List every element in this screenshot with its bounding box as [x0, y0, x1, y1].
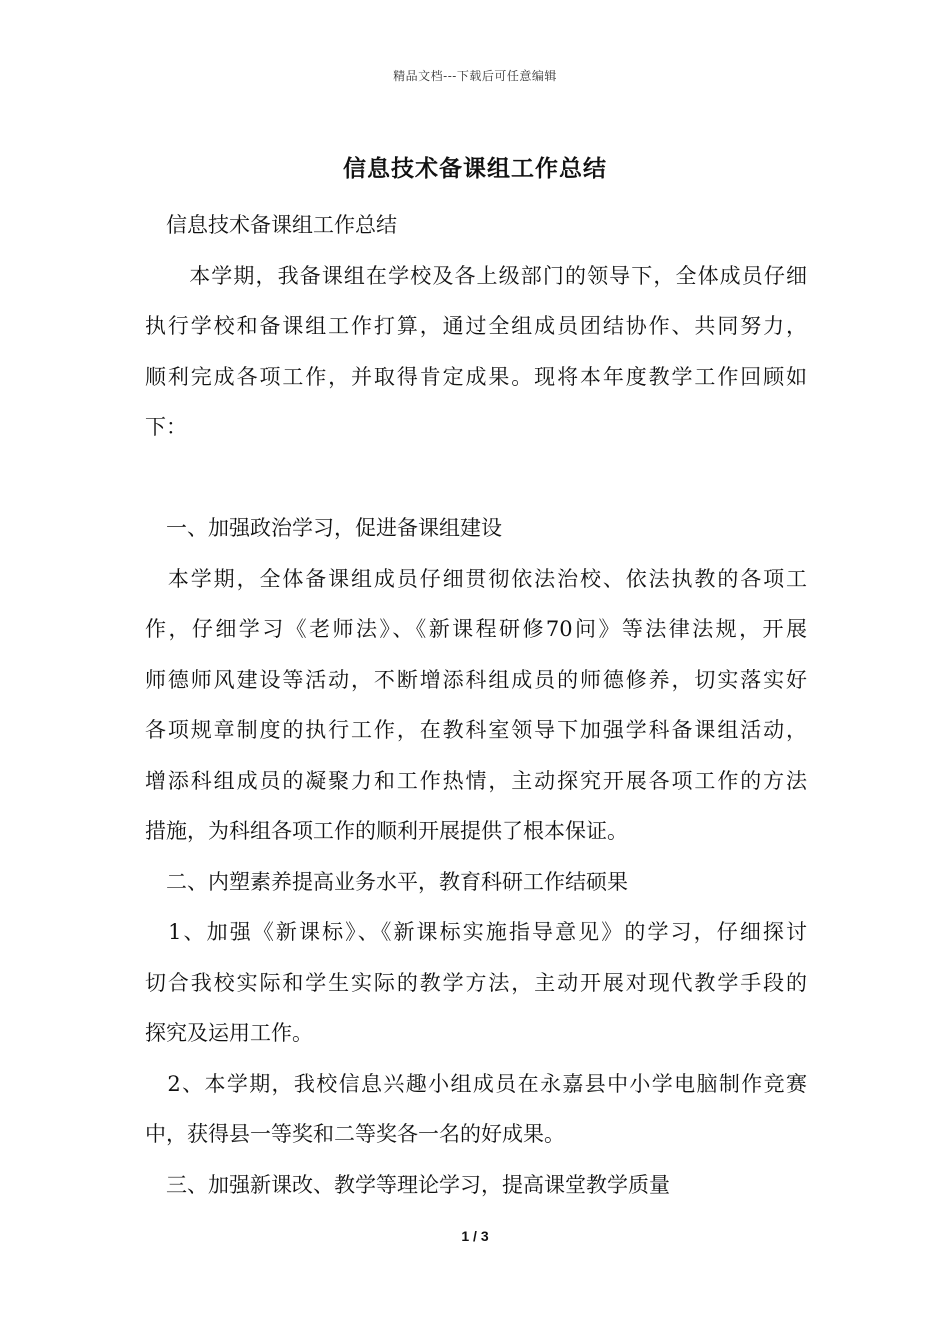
- document-body: [145, 200, 807, 1210]
- section-heading: 二、内塑素养提高业务水平，教育科研工作结硕果: [145, 869, 628, 894]
- blank-line: [145, 453, 807, 504]
- text-line: 顺利完成各项工作，并取得肯定成果。现将本年度教学工作回顾如: [145, 364, 807, 389]
- page-number: 1 / 3: [461, 1228, 489, 1244]
- text-line: 切合我校实际和学生实际的教学方法，主动开展对现代教学手段的: [145, 970, 807, 995]
- text-line: 下：: [145, 415, 187, 439]
- section-heading: 三、加强新课改、教学等理论学习，提高课堂教学质量: [145, 1172, 670, 1197]
- text-line: 增添科组成员的凝聚力和工作热情，主动探究开展各项工作的方法: [145, 768, 807, 793]
- text-line: 师德师风建设等活动，不断增添科组成员的师德修养，切实落实好: [145, 667, 807, 692]
- text-line: 中，获得县一等奖和二等奖各一名的好成果。: [145, 1122, 565, 1146]
- text-line: 作，仔细学习《老师法》、《新课程研修70问》等法律法规，开展: [145, 617, 807, 641]
- text-line: 本学期，我备课组在学校及各上级部门的领导下，全体成员仔细: [145, 263, 807, 288]
- text-line: 探究及运用工作。: [145, 1021, 313, 1045]
- text-line: 各项规章制度的执行工作，在教科室领导下加强学科备课组活动，: [145, 718, 807, 742]
- text-line: 执行学校和备课组工作打算，通过全组成员团结协作、共同努力，: [145, 314, 807, 338]
- text-line: 本学期，全体备课组成员仔细贯彻依法治校、依法执教的各项工: [145, 566, 807, 591]
- section-heading: 一、加强政治学习，促进备课组建设: [145, 516, 502, 540]
- text-line: 信息技术备课组工作总结: [145, 213, 397, 237]
- header-note: 精品文档---下载后可任意编辑: [393, 69, 557, 83]
- text-line: 措施，为科组各项工作的顺利开展提供了根本保证。: [145, 819, 628, 843]
- text-line: 1、加强《新课标》、《新课标实施指导意见》的学习，仔细探讨: [145, 920, 807, 944]
- text-line: 2、本学期，我校信息兴趣小组成员在永嘉县中小学电脑制作竞赛: [145, 1071, 807, 1096]
- document-title: 信息技术备课组工作总结: [343, 155, 607, 182]
